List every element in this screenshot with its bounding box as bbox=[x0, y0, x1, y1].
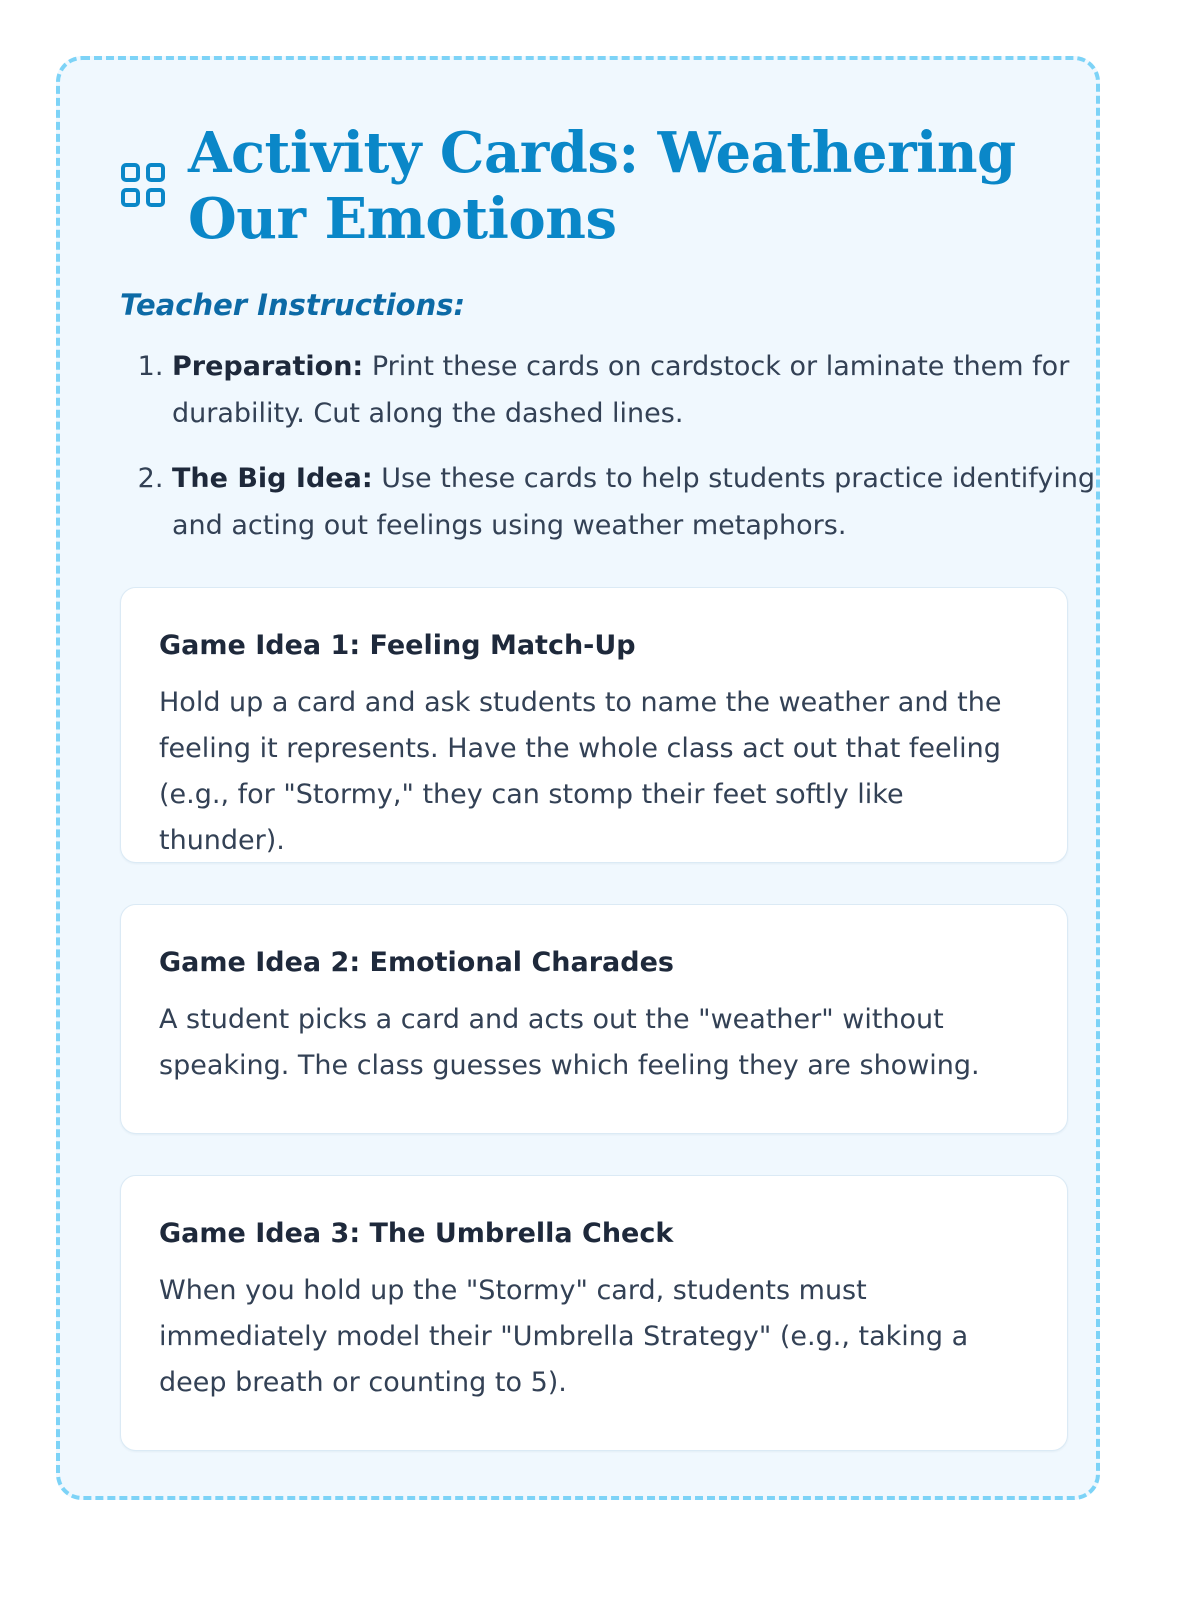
game-idea-card-2 bbox=[120, 904, 1068, 1134]
instructions-list bbox=[120, 343, 1102, 567]
game-idea-card-3 bbox=[120, 1175, 1068, 1451]
page-title: Activity Cards: Weathering Our Emotions bbox=[188, 120, 1016, 252]
game-idea-title: Game Idea 2: Emotional Charades bbox=[159, 947, 674, 978]
activity-card-frame bbox=[56, 56, 1100, 1500]
step-text: Print these cards on cardstock or laminate them for durability. Cut along the dashed lines. bbox=[172, 351, 1070, 429]
teacher-instructions-heading: Teacher Instructions: bbox=[120, 288, 466, 322]
page-header bbox=[120, 120, 1080, 252]
game-idea-body: When you hold up the "Stormy" card, students must immediately model their "Umbrella Strategy" (e.g., taking a deep breath or counting to 5). bbox=[159, 1275, 969, 1398]
step-text: Use these cards to help students practice identifying and acting out feelings using weather metaphors. bbox=[172, 463, 1096, 541]
game-idea-card-1 bbox=[120, 587, 1068, 863]
instruction-step bbox=[172, 343, 1102, 437]
instruction-step bbox=[172, 455, 1102, 549]
grid-icon bbox=[120, 162, 166, 208]
game-idea-title: Game Idea 3: The Umbrella Check bbox=[159, 1218, 674, 1249]
step-label: The Big Idea: bbox=[172, 463, 373, 494]
step-label: Preparation: bbox=[172, 351, 364, 382]
game-idea-title: Game Idea 1: Feeling Match-Up bbox=[159, 630, 636, 661]
game-idea-body: A student picks a card and acts out the "weather" without speaking. The class guesses which feeling they are showing. bbox=[159, 1004, 980, 1081]
game-idea-body: Hold up a card and ask students to name the weather and the feeling it represents. Have the whole class act out that feeling (e.g., for "Stormy," they can stomp their feet softly like thunder). bbox=[159, 687, 1002, 856]
